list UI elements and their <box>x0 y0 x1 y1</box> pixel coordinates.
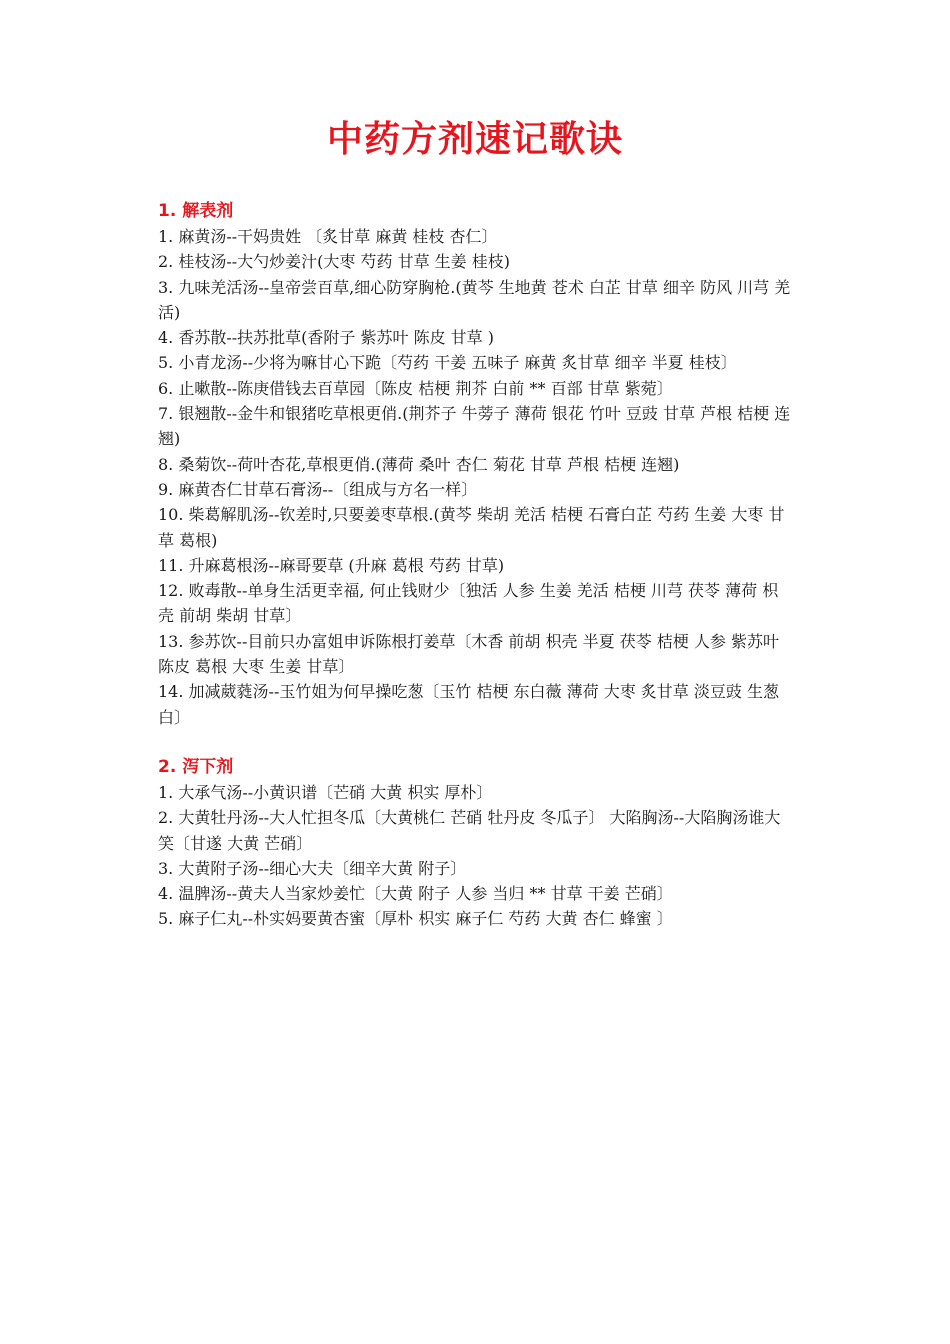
section-heading: 1. 解表剂 <box>158 201 234 221</box>
list-item: 4. 香苏散--扶苏批草(香附子 紫苏叶 陈皮 甘草 ) <box>158 328 494 348</box>
list-item: 8. 桑菊饮--荷叶杏花,草根更俏.(薄荷 桑叶 杏仁 菊花 甘草 芦根 桔梗 连翘) <box>158 454 680 474</box>
list-item: 3. 大黄附子汤--细心大夫〔细辛大黄 附子〕 <box>158 858 467 878</box>
list-item: 5. 麻子仁丸--朴实妈要黄杏蜜〔厚朴 枳实 麻子仁 芍药 大黄 杏仁 蜂蜜 〕 <box>158 909 673 929</box>
section-heading: 2. 泻下剂 <box>158 756 234 777</box>
list-item: 9. 麻黄杏仁甘草石膏汤--〔组成与方名一样〕 <box>158 479 478 499</box>
list-item: 10. 柴葛解肌汤--钦差时,只要姜枣草根.(黄芩 柴胡 羌活 桔梗 石膏白芷 芍药 生姜 大枣 甘草 葛根) <box>158 505 785 550</box>
section-xiexia <box>158 754 794 932</box>
section-jiebiao <box>158 198 794 730</box>
list-item: 14. 加减葳蕤汤--玉竹姐为何早操吃葱〔玉竹 桔梗 东白薇 薄荷 大枣 炙甘草 淡豆豉 生葱白〕 <box>158 682 779 727</box>
list-item: 7. 银翘散--金牛和银猪吃草根更俏.(荆芥子 牛蒡子 薄荷 银花 竹叶 豆豉 甘草 芦根 桔梗 连翘) <box>158 404 791 449</box>
list-item: 11. 升麻葛根汤--麻哥要草 (升麻 葛根 芍药 甘草) <box>158 555 505 575</box>
page-title: 中药方剂速记歌诀 <box>326 119 623 160</box>
list-item: 3. 九味羌活汤--皇帝尝百草,细心防穿胸枪.(黄芩 生地黄 苍术 白芷 甘草 细辛 防风 川芎 羌活) <box>158 277 791 322</box>
list-item: 4. 温脾汤--黄夫人当家炒姜忙〔大黄 附子 人参 当归 ** 甘草 干姜 芒硝〕 <box>158 884 673 904</box>
document-body <box>158 198 794 932</box>
list-item: 12. 败毒散--单身生活更幸福, 何止钱财少〔独活 人参 生姜 羌活 桔梗 川芎 茯苓 薄荷 枳壳 前胡 柴胡 甘草〕 <box>158 581 779 626</box>
list-item: 1. 麻黄汤--干妈贵姓 〔炙甘草 麻黄 桂枝 杏仁〕 <box>158 227 498 246</box>
list-item: 5. 小青龙汤--少将为嘛甘心下跪〔芍药 干姜 五味子 麻黄 炙甘草 细辛 半夏 桂枝〕 <box>158 353 737 373</box>
list-item: 2. 大黄牡丹汤--大人忙担冬瓜〔大黄桃仁 芒硝 牡丹皮 冬瓜子〕 大陷胸汤--大陷胸汤谁大笑〔甘遂 大黄 芒硝〕 <box>158 808 781 853</box>
list-item: 6. 止嗽散--陈庚借钱去百草园〔陈皮 桔梗 荆芥 白前 ** 百部 甘草 紫菀〕 <box>158 378 673 398</box>
list-item: 2. 桂枝汤--大勺炒姜汁(大枣 芍药 甘草 生姜 桂枝) <box>158 252 510 272</box>
list-item: 1. 大承气汤--小黄识谱〔芒硝 大黄 枳实 厚朴〕 <box>158 782 493 802</box>
list-item: 13. 参苏饮--目前只办富姐申诉陈根打姜草〔木香 前胡 枳壳 半夏 茯苓 桔梗 人参 紫苏叶 陈皮 葛根 大枣 生姜 甘草〕 <box>158 631 779 677</box>
